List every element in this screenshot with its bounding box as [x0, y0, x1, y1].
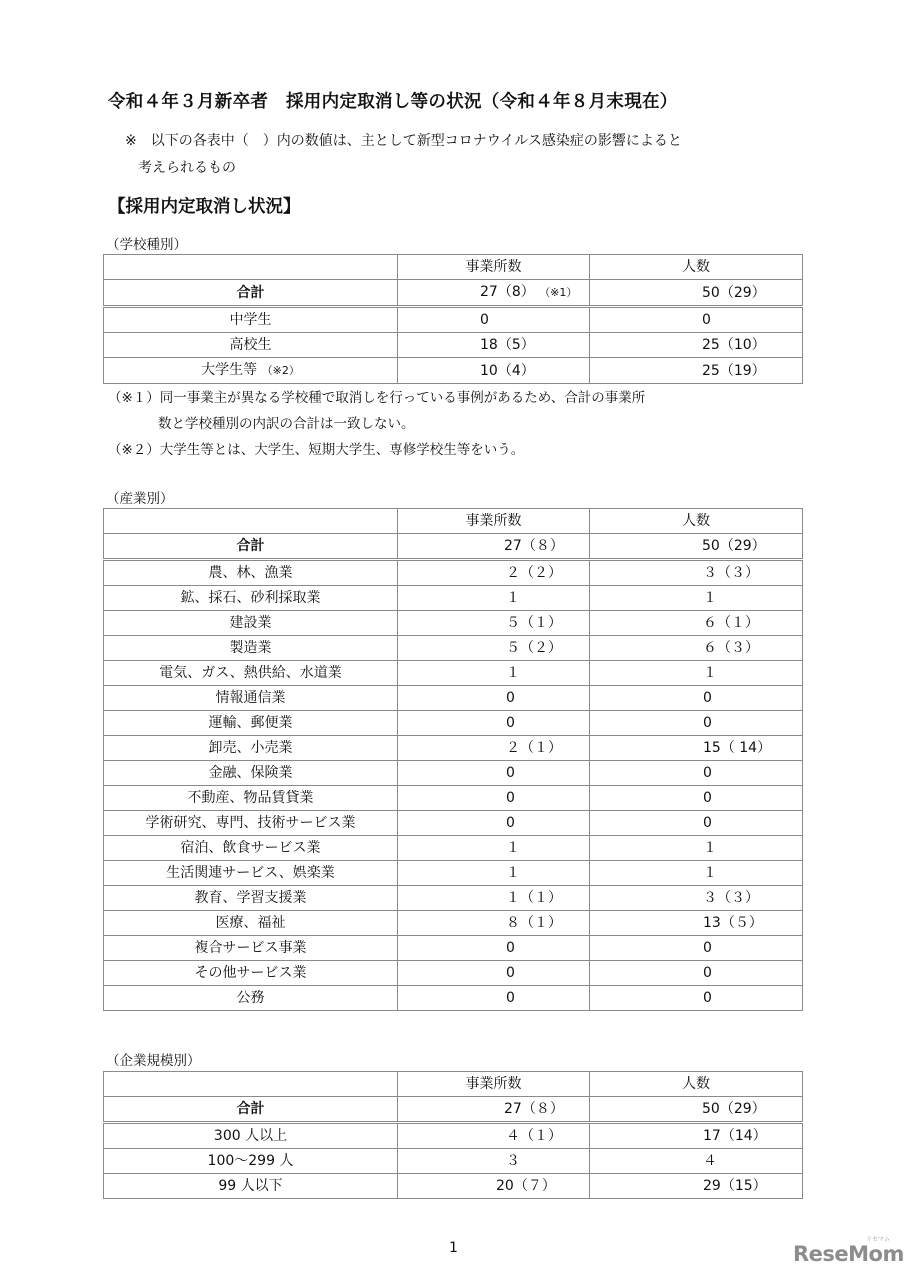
row-label: その他サービス業: [104, 961, 398, 986]
section-heading: 【採用内定取消し状況】: [108, 197, 301, 217]
table-total-row: [104, 534, 803, 560]
row-label: 教育、学習支援業: [104, 886, 398, 911]
row-establishments: １: [398, 661, 590, 686]
total-people: 50（29）: [590, 1097, 803, 1123]
table-row: [104, 636, 803, 661]
row-establishments: ５（２）: [398, 636, 590, 661]
table-row: [104, 936, 803, 961]
row-label: [104, 358, 398, 384]
table-header-row: [104, 509, 803, 534]
row-label: 99 人以下: [104, 1174, 398, 1199]
total-establishments: [398, 280, 590, 307]
row-establishments: １: [398, 836, 590, 861]
row-label: 100～299 人: [104, 1149, 398, 1174]
industry-table: [103, 508, 803, 1011]
table-row: [104, 736, 803, 761]
table-row: [104, 711, 803, 736]
table-row: [104, 886, 803, 911]
row-establishments: 20（７）: [398, 1174, 590, 1199]
row-establishments: １: [398, 861, 590, 886]
resemom-logo-ruby: リセマム: [866, 1236, 890, 1243]
row-establishments: 18（5）: [398, 333, 590, 358]
header-people: 人数: [590, 1072, 803, 1097]
row-label: 複合サービス事業: [104, 936, 398, 961]
row-people: 0: [590, 811, 803, 836]
row-people: ４: [590, 1149, 803, 1174]
table-row: [104, 1174, 803, 1199]
table-row: [104, 1149, 803, 1174]
row-people: 0: [590, 986, 803, 1011]
row-label: 建設業: [104, 611, 398, 636]
row-people: ３（３）: [590, 886, 803, 911]
table-row: [104, 811, 803, 836]
table-row: [104, 358, 803, 384]
header-establishments: 事業所数: [398, 509, 590, 534]
table-row: [104, 961, 803, 986]
total-label: 合計: [104, 534, 398, 560]
row-people: 25（19）: [590, 358, 803, 384]
table-row: [104, 686, 803, 711]
row-people: 0: [590, 711, 803, 736]
table-row: [104, 786, 803, 811]
row-people: 0: [590, 307, 803, 333]
row-people: 0: [590, 961, 803, 986]
total-label: 合計: [104, 280, 398, 307]
row-label: 300 人以上: [104, 1123, 398, 1149]
row-people: ３（３）: [590, 560, 803, 586]
row-label: 不動産、物品賃貸業: [104, 786, 398, 811]
industry-table-caption: （産業別）: [106, 491, 174, 507]
row-people: １: [590, 661, 803, 686]
total-establishments: 27（８）: [398, 1097, 590, 1123]
row-establishments: 0: [398, 711, 590, 736]
footnote-1-line-1: （※１）同一事業主が異なる学校種で取消しを行っている事例があるため、合計の事業所: [108, 390, 646, 406]
row-establishments: 0: [398, 936, 590, 961]
table-row: [104, 560, 803, 586]
row-establishments: １（１）: [398, 886, 590, 911]
header-label: [104, 1072, 398, 1097]
row-label: 医療、福祉: [104, 911, 398, 936]
company-size-table: [103, 1071, 803, 1199]
row-people: ６（３）: [590, 636, 803, 661]
table-header-row: [104, 1072, 803, 1097]
row-people: 0: [590, 686, 803, 711]
footnote-2: （※２）大学生等とは、大学生、短期大学生、専修学校生等をいう。: [108, 442, 525, 458]
row-establishments: ２（１）: [398, 736, 590, 761]
school-table-caption: （学校種別）: [106, 237, 187, 253]
table-row: [104, 861, 803, 886]
row-establishments: 0: [398, 761, 590, 786]
row-label: 金融、保険業: [104, 761, 398, 786]
header-label: [104, 255, 398, 280]
row-people: 13（５）: [590, 911, 803, 936]
row-establishments: ８（１）: [398, 911, 590, 936]
row-label: 学術研究、専門、技術サービス業: [104, 811, 398, 836]
table-row: [104, 611, 803, 636]
row-people: 0: [590, 936, 803, 961]
page-number: 1: [449, 1240, 458, 1256]
total-label: 合計: [104, 1097, 398, 1123]
row-establishments: 0: [398, 811, 590, 836]
header-people: 人数: [590, 509, 803, 534]
total-establishments: 27（８）: [398, 534, 590, 560]
row-people: 0: [590, 786, 803, 811]
footnote-1-line-2: 数と学校種別の内訳の合計は一致しない。: [158, 416, 415, 432]
row-establishments: 0: [398, 986, 590, 1011]
row-people: 17（14）: [590, 1123, 803, 1149]
row-people: １: [590, 586, 803, 611]
row-label: 鉱、採石、砂利採取業: [104, 586, 398, 611]
total-people: 50（29）: [590, 534, 803, 560]
row-label-text: 大学生等: [201, 362, 258, 378]
total-people: 50（29）: [590, 280, 803, 307]
page-title: 令和４年３月新卒者 採用内定取消し等の状況（令和４年８月末現在）: [108, 92, 678, 112]
row-label: 情報通信業: [104, 686, 398, 711]
row-label: 公務: [104, 986, 398, 1011]
table-row: [104, 586, 803, 611]
header-establishments: 事業所数: [398, 255, 590, 280]
row-establishments: 0: [398, 786, 590, 811]
row-establishments: ５（１）: [398, 611, 590, 636]
table-row: [104, 333, 803, 358]
resemom-logo: ReseMom: [793, 1242, 904, 1266]
table-row: [104, 911, 803, 936]
footnote-ref-1: （※1）: [539, 286, 578, 299]
row-label: 電気、ガス、熱供給、水道業: [104, 661, 398, 686]
row-establishments: 0: [398, 307, 590, 333]
row-label: 宿泊、飲食サービス業: [104, 836, 398, 861]
row-establishments: ２（２）: [398, 560, 590, 586]
header-label: [104, 509, 398, 534]
table-row: [104, 1123, 803, 1149]
table-row: [104, 307, 803, 333]
footnote-ref-2: （※2）: [261, 364, 300, 377]
table-total-row: [104, 280, 803, 307]
row-people: 0: [590, 761, 803, 786]
note-line-1: ※ 以下の各表中（ ）内の数値は、主として新型コロナウイルス感染症の影響によると: [125, 133, 682, 149]
header-people: 人数: [590, 255, 803, 280]
row-establishments: 10（4）: [398, 358, 590, 384]
row-label: 中学生: [104, 307, 398, 333]
table-row: [104, 761, 803, 786]
table-total-row: [104, 1097, 803, 1123]
row-establishments: 0: [398, 686, 590, 711]
total-establishments-value: 27（8）: [480, 284, 535, 300]
table-row: [104, 986, 803, 1011]
row-establishments: １: [398, 586, 590, 611]
row-establishments: 0: [398, 961, 590, 986]
row-label: 農、林、漁業: [104, 560, 398, 586]
table-header-row: [104, 255, 803, 280]
row-label: 高校生: [104, 333, 398, 358]
row-people: 25（10）: [590, 333, 803, 358]
row-people: 15（ 14）: [590, 736, 803, 761]
header-establishments: 事業所数: [398, 1072, 590, 1097]
row-people: １: [590, 836, 803, 861]
table-row: [104, 661, 803, 686]
note-line-2: 考えられるもの: [138, 160, 236, 176]
row-establishments: ３: [398, 1149, 590, 1174]
row-people: 29（15）: [590, 1174, 803, 1199]
row-establishments: ４（１）: [398, 1123, 590, 1149]
row-label: 卸売、小売業: [104, 736, 398, 761]
row-label: 製造業: [104, 636, 398, 661]
size-table-caption: （企業規模別）: [106, 1053, 201, 1069]
school-type-table: [103, 254, 803, 384]
row-label: 運輸、郵便業: [104, 711, 398, 736]
table-row: [104, 836, 803, 861]
row-label: 生活関連サービス、娯楽業: [104, 861, 398, 886]
row-people: ６（１）: [590, 611, 803, 636]
row-people: １: [590, 861, 803, 886]
